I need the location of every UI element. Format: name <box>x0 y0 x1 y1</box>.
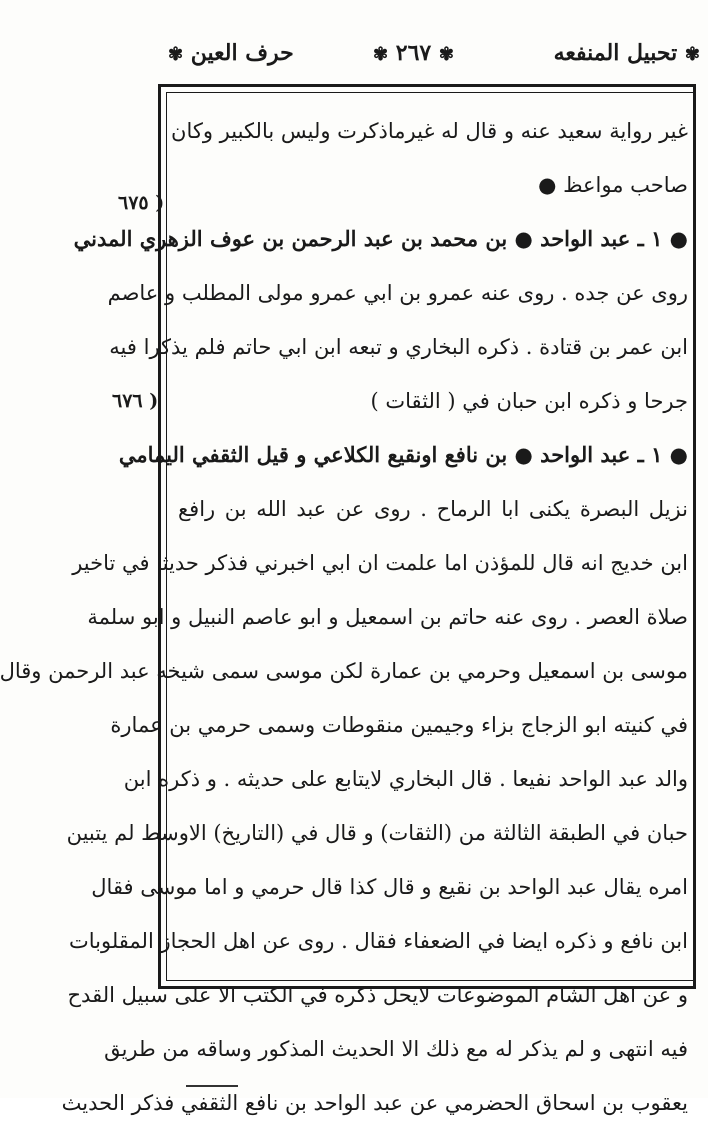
star-ornament-icon: ✾ <box>373 44 389 65</box>
star-ornament-icon: ✾ <box>684 44 700 65</box>
header-chapter <box>168 40 294 66</box>
text-line: امره يقال عبد الواحد بن نقيع و قال كذا قال حرمي و اما موسى فقال <box>91 875 688 899</box>
running-header <box>168 40 700 84</box>
star-ornament-icon: ✾ <box>438 44 454 65</box>
text-line: ابن خديج انه قال للمؤذن اما علمت ان ابي اخبرني فذكر حديثا في تاخير <box>72 551 688 575</box>
page-number: ٢٦٧ <box>395 40 432 66</box>
entry-heading-675: ● ١ ـ عبد الواحد ● بن محمد بن عبد الرحمن بن عوف الزهري المدني <box>73 226 688 251</box>
book-title: تحبيل المنفعه <box>553 40 678 66</box>
text-line: صلاة العصر . روى عنه حاتم بن اسمعيل و ابو عاصم النبيل و ابو سلمة <box>87 605 688 629</box>
scan-mark <box>186 1085 238 1087</box>
text-line: موسى بن اسمعيل وحرمي بن عمارة لكن موسى سمى شيخه عبد الرحمن وقال <box>0 659 688 683</box>
text-line: في كنيته ابو الزجاج بزاء وجيمين منقوطات وسمى حرمي بن عمارة <box>110 713 688 737</box>
text-line: حبان في الطبقة الثالثة من (الثقات) و قال في (التاريخ) الاوسط لم يتبين <box>66 821 688 845</box>
star-ornament-icon: ✾ <box>168 44 184 65</box>
text-line: صاحب مواعظ ● <box>538 173 688 197</box>
text-line: جرحا و ذكره ابن حبان في ( الثقات ) <box>370 389 688 413</box>
text-line: فيه انتهى و لم يذكر له مع ذلك الا الحديث المذكور وساقه من طريق <box>104 1037 688 1061</box>
chapter-title: حرف العين <box>190 40 294 66</box>
header-page-number <box>373 40 454 66</box>
text-line: روى عن جده . روى عنه عمرو بن ابي عمرو مولى المطلب و عاصم <box>107 281 688 305</box>
text-line: و عن اهل الشام الموضوعات لايحل ذكره في الكتب الا على سبيل القدح <box>67 983 688 1007</box>
header-book-title <box>554 40 700 66</box>
text-line: يعقوب بن اسحاق الحضرمي عن عبد الواحد بن نافع الثقفي فذكر الحديث <box>61 1091 688 1115</box>
text-line: ابن نافع و ذكره ايضا في الضعفاء فقال . روى عن اهل الحجاز المقلوبات <box>68 929 688 953</box>
entry-number-675: ( ٦٧٥ <box>118 192 165 214</box>
text-line: ابن عمر بن قتادة . ذكره البخاري و تبعه ابن ابي حاتم فلم يذكرا فيه <box>109 335 688 359</box>
text-line: غير رواية سعيد عنه و قال له غيرماذكرت وليس بالكبير وكان <box>171 119 688 143</box>
entry-number-676: ( ٦٧٦ <box>112 390 159 412</box>
entry-heading-676: ● ١ ـ عبد الواحد ● بن نافع اونقيع الكلاعي و قيل الثقفي اليمامي <box>118 442 688 467</box>
text-line: نزيل البصرة يكنى ابا الرماح . روى عن عبد الله بن رافع <box>178 497 688 521</box>
text-line: والد عبد الواحد نفيعا . قال البخاري لايتابع على حديثه . و ذكره ابن <box>123 767 688 791</box>
